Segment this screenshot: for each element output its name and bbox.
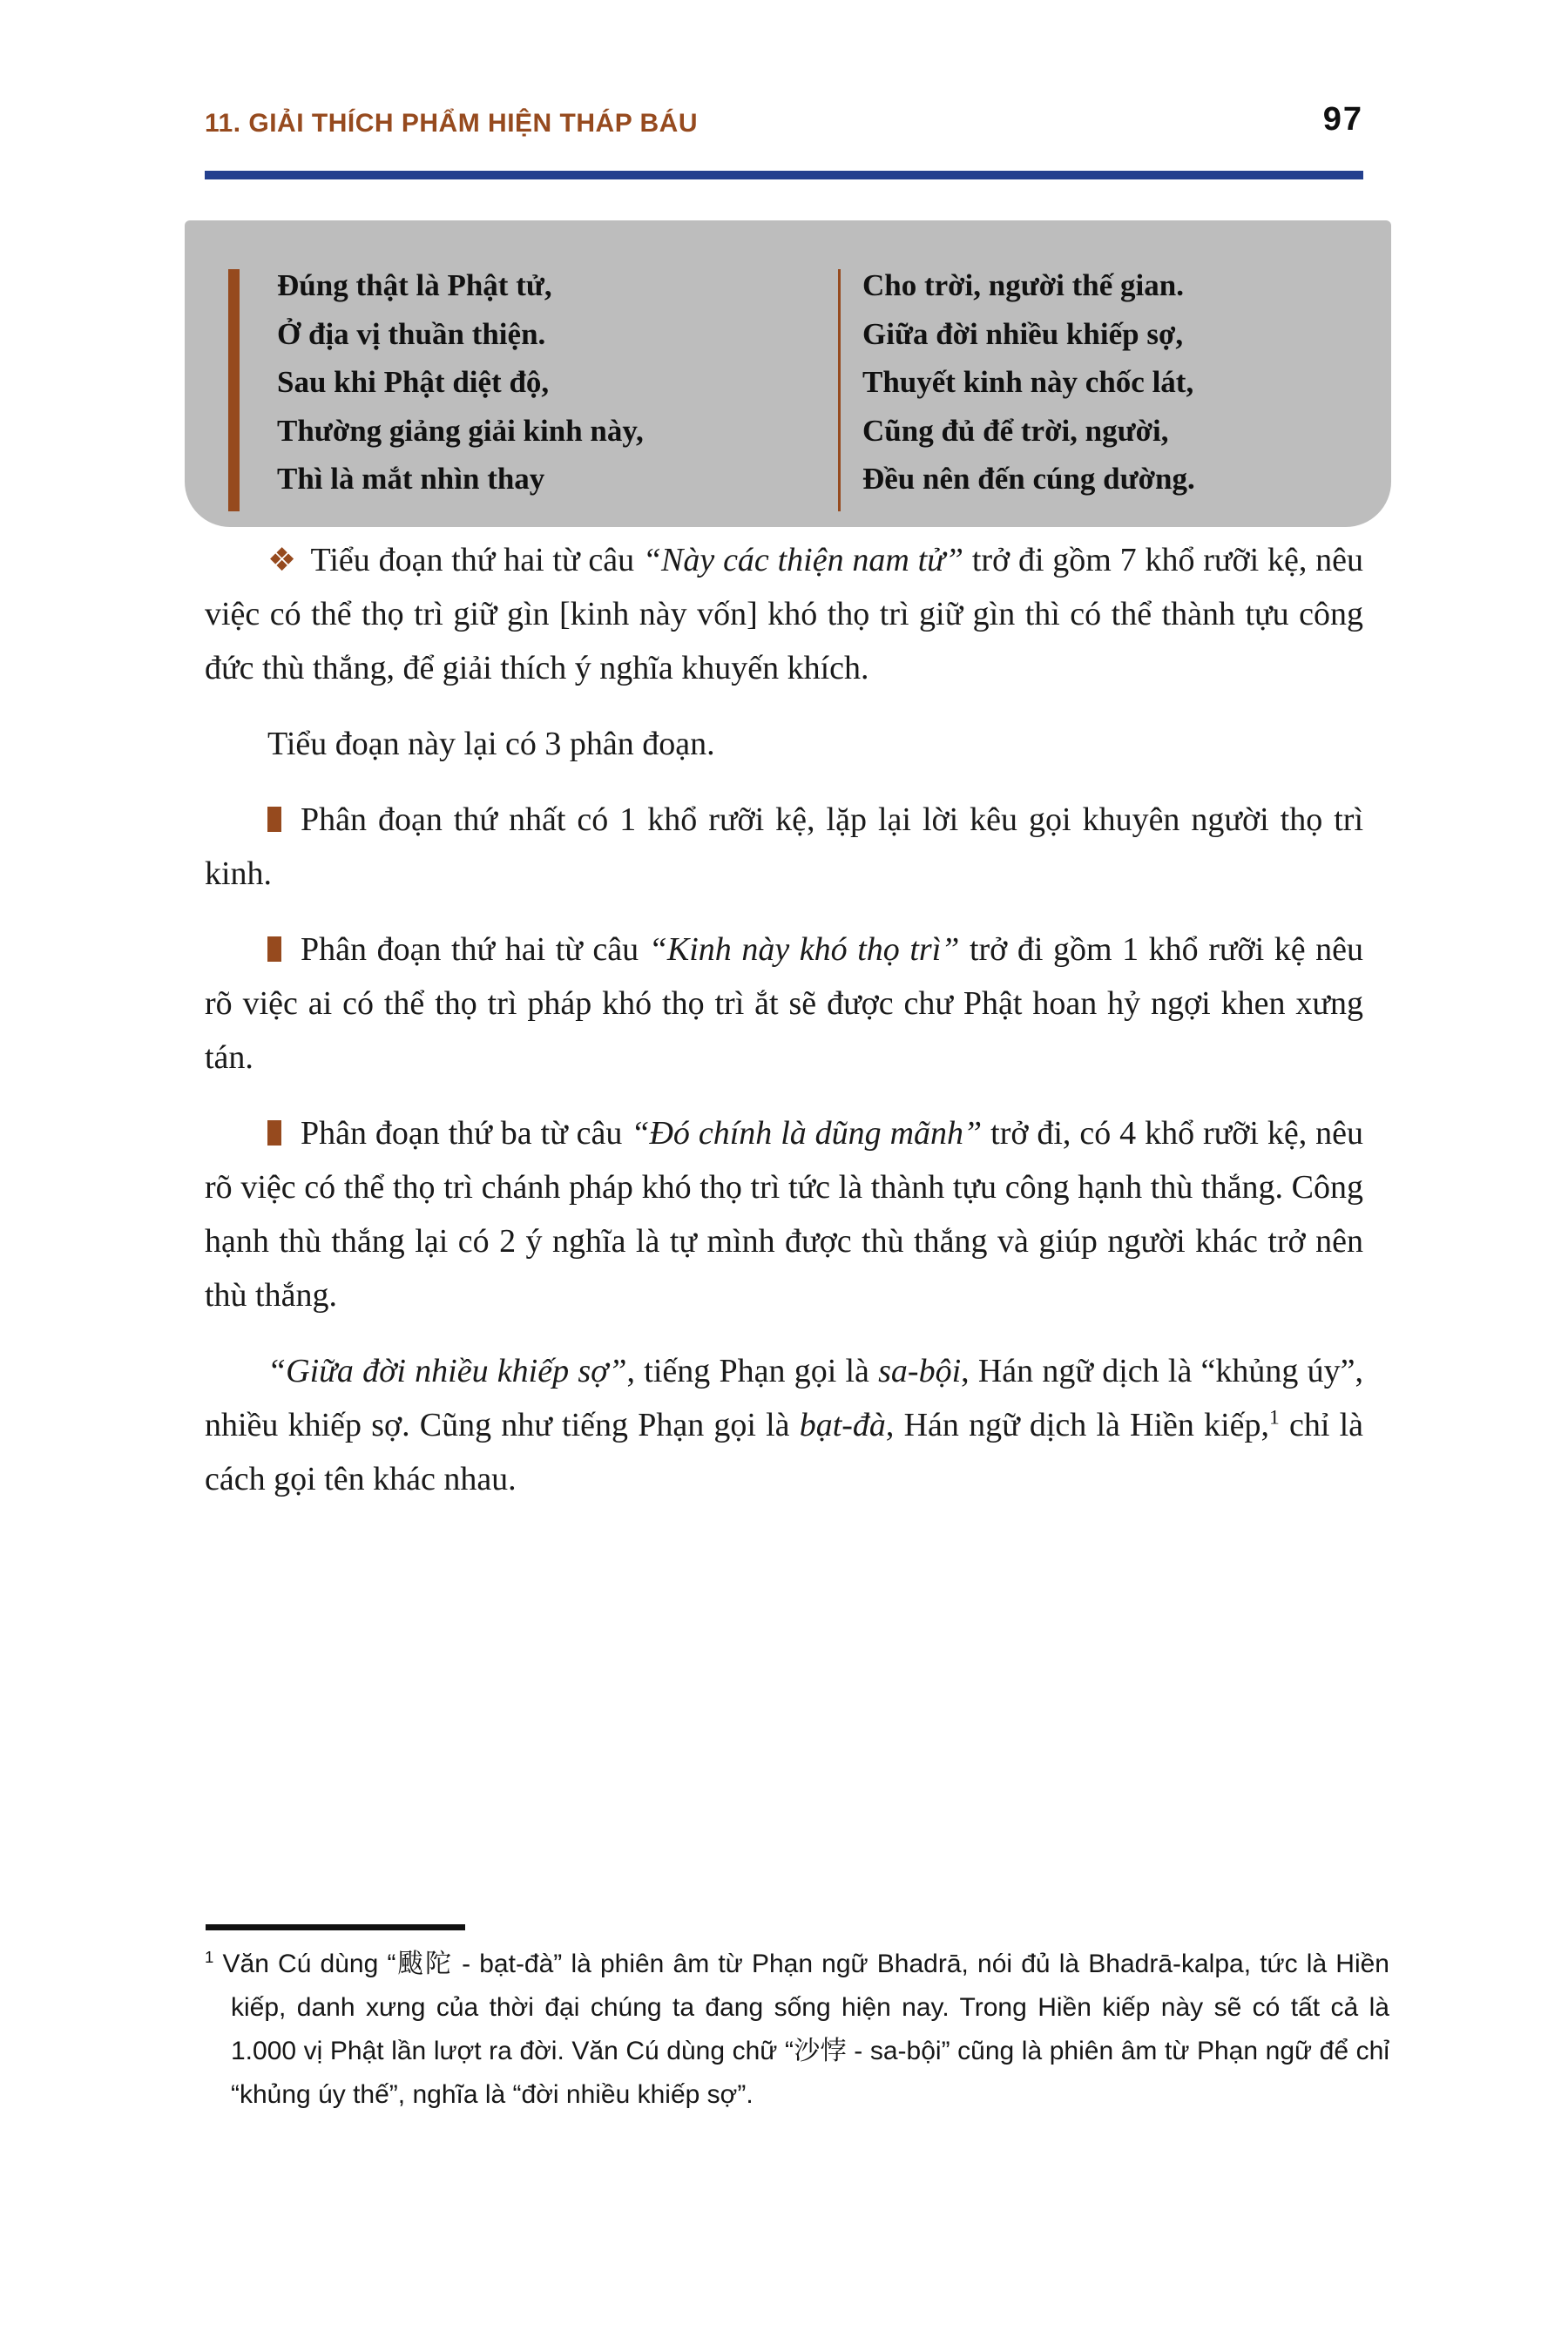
text-run: Tiểu đoạn này lại có 3 phân đoạn. — [267, 726, 715, 762]
square-bullet-icon — [267, 1120, 281, 1146]
footnote-reference: 1 — [1269, 1406, 1280, 1429]
paragraph — [205, 533, 1363, 695]
footnote-text — [205, 1943, 1389, 2117]
verse-left-bar — [228, 269, 240, 511]
text-run: bạt-đà — [799, 1407, 886, 1443]
verse-line: Thường giảng giải kinh này, — [277, 413, 644, 448]
section-title: 11. GIẢI THÍCH PHẨM HIỆN THÁP BÁU — [205, 109, 699, 138]
diamond-ornament-icon: ❖ — [267, 541, 297, 578]
verse-line: Sau khi Phật diệt độ, — [277, 365, 550, 400]
verse-column-divider — [838, 269, 841, 511]
verse-column-right — [862, 261, 1195, 504]
verse-line: Giữa đời nhiều khiếp sợ, — [862, 316, 1184, 351]
text-run: Phân đoạn thứ ba từ câu — [301, 1115, 632, 1152]
text-run: trở đi, có 4 khổ rưỡi kệ, nêu rõ việc có thể thọ trì chánh pháp khó thọ trì tức là thành tựu công hạnh thù thắng. Công hạnh thù thắng lại có 2 ý nghĩa là tự mình được thù thắng và giúp người khác trở nên thù thắng. — [205, 1115, 1363, 1314]
paragraph — [205, 923, 1363, 1085]
text-run: trở đi gồm 1 khổ rưỡi kệ nêu rõ việc ai có thể thọ trì pháp khó thọ trì ắt sẽ được chư Phật hoan hỷ ngợi khen xưng tán. — [205, 931, 1363, 1076]
verse-line: Cho trời, người thế gian. — [862, 268, 1184, 302]
verse-line: Thì là mắt nhìn thay — [277, 462, 545, 497]
header-rule — [205, 171, 1363, 179]
footnote-reference: 1 — [205, 1948, 214, 1966]
text-run: Phân đoạn thứ hai từ câu — [301, 931, 649, 968]
verse-line: Ở địa vị thuần thiện. — [277, 316, 546, 351]
text-run: , Hán ngữ dịch là Hiền kiếp, — [885, 1407, 1270, 1443]
text-run: Phân đoạn thứ nhất có 1 khổ rưỡi kệ, lặp lại lời kêu gọi khuyên người thọ trì kinh. — [205, 801, 1363, 892]
text-run: trở đi gồm 7 khổ rưỡi kệ, nêu việc có thể thọ trì giữ gìn [kinh này vốn] khó thọ trì giữ gìn thì có thể thành tựu công đức thù thắng, để giải thích ý nghĩa khuyến khích. — [205, 542, 1364, 686]
text-run: “Này các thiện nam tử” — [642, 542, 964, 578]
page-number: 97 — [1322, 101, 1363, 138]
paragraph — [205, 1344, 1363, 1506]
text-run: chỉ là cách gọi tên khác nhau. — [205, 1407, 1363, 1497]
verse-line: Đều nên đến cúng dường. — [862, 462, 1195, 497]
text-run: “Đó chính là dũng mãnh” — [631, 1115, 983, 1152]
text-run: “Kinh này khó thọ trì” — [648, 931, 960, 968]
footnote-rule — [206, 1924, 465, 1930]
body-paragraphs — [205, 521, 1363, 1528]
square-bullet-icon — [267, 807, 281, 832]
paragraph — [205, 717, 1363, 771]
text-run: “Giữa đời nhiều khiếp sợ” — [267, 1353, 627, 1389]
text-run: Văn Cú dùng “颰陀 - bạt-đà” là phiên âm từ Phạn ngữ Bhadrā, nói đủ là Bhadrā-kalpa, tức là Hiền kiếp, danh xưng của thời đại chúng ta đang sống hiện nay. Trong Hiền kiếp này sẽ có tất cả là 1.000 vị Phật lần lượt ra đời. Văn Cú dùng chữ “沙悖 - sa-bội” cũng là phiên âm từ Phạn ngữ để chỉ “khủng úy thế”, nghĩa là “đời nhiều khiếp sợ”. — [213, 1950, 1389, 2109]
text-run: Tiểu đoạn thứ hai từ câu — [310, 542, 643, 578]
text-run: sa-bội — [878, 1353, 962, 1389]
verse-line: Đúng thật là Phật tử, — [277, 268, 552, 302]
square-bullet-icon — [267, 936, 281, 962]
verse-column-left — [277, 261, 644, 504]
text-run: , Hán ngữ dịch là “khủng úy”, nhiều khiếp sợ. Cũng như tiếng Phạn gọi là — [205, 1353, 1363, 1443]
paragraph — [205, 1106, 1363, 1322]
verse-line: Cũng đủ để trời, người, — [862, 413, 1169, 448]
text-run: , tiếng Phạn gọi là — [626, 1353, 879, 1389]
verse-box — [185, 220, 1391, 527]
verse-line: Thuyết kinh này chốc lát, — [862, 365, 1194, 400]
paragraph — [205, 793, 1363, 901]
page-header — [205, 101, 1363, 139]
